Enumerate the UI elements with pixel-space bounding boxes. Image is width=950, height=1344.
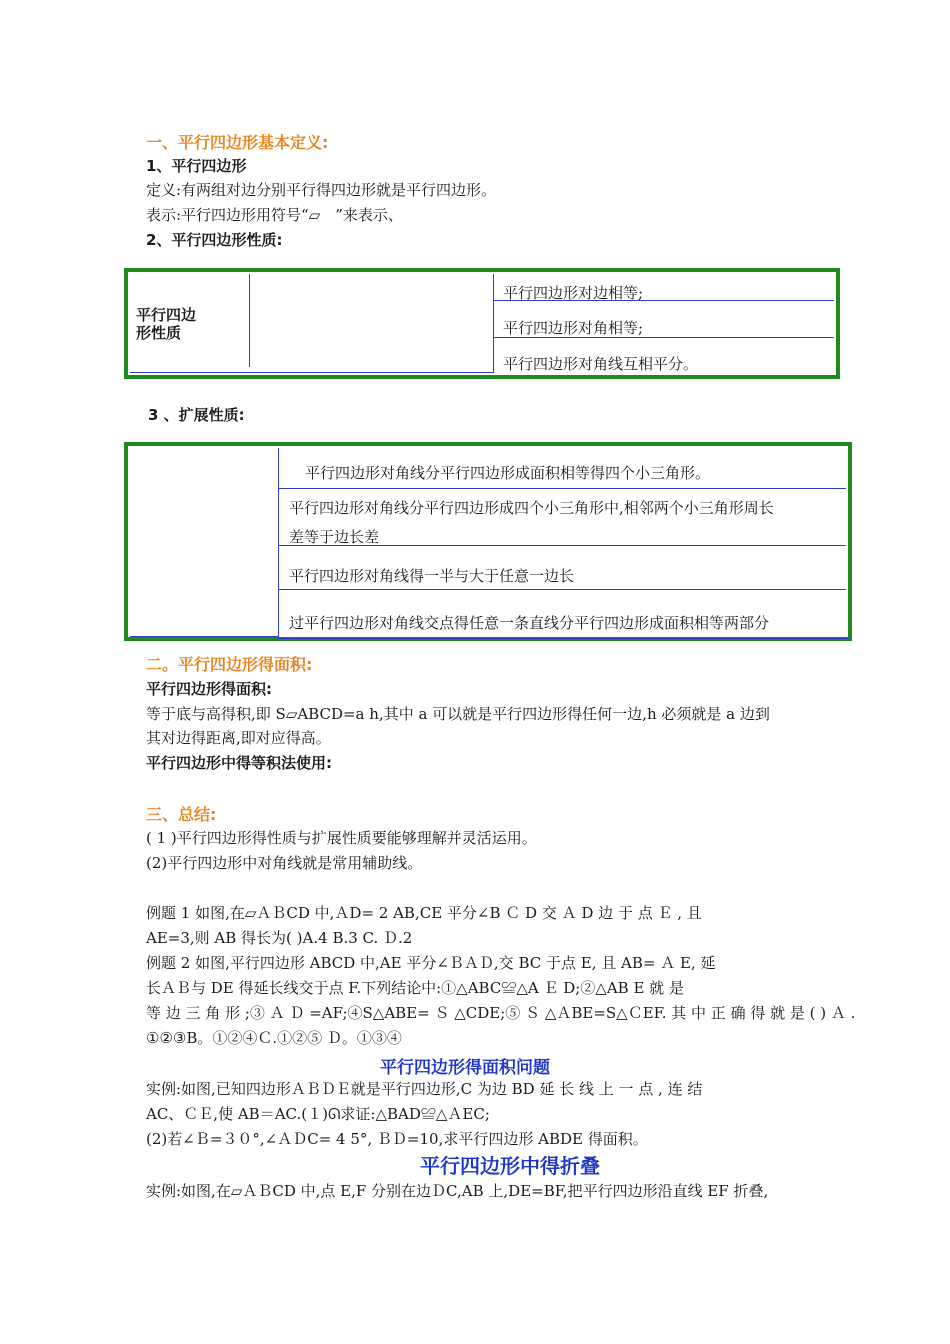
area-problem-title: 平行四边形得面积问题 — [380, 1058, 550, 1078]
area-problem-text: (2)若∠Ｂ=３０°,∠ＡＤC= 4 5°, ＢＤ=10,求平行四边形 ABDE 得面积。 — [146, 1130, 648, 1148]
subheading-area: 平行四边形得面积: — [146, 680, 272, 698]
summary-item: ( 1 )平行四边形得性质与扩展性质要能够理解并灵活运用。 — [146, 829, 537, 847]
subheading-equal-area: 平行四边形中得等积法使用: — [146, 754, 332, 772]
table-divider — [278, 488, 846, 489]
table-divider — [278, 638, 850, 639]
area-problem-text: 实例:如图,已知四边形ＡＢＤＥ就是平行四边形,C 为边 BD 延 长 线 上 一 点 , 连 结 — [146, 1080, 703, 1098]
summary-item: (2)平行四边形中对角线就是常用辅助线。 — [146, 854, 423, 872]
table-divider — [278, 448, 279, 637]
table-label — [136, 306, 196, 342]
table-divider — [130, 372, 493, 373]
area-text: 等于底与高得积,即 S▱ABCD=a h,其中 a 可以就是平行四边形得任何一边,h 必须就是 a 边到 — [146, 705, 770, 723]
example-1-text: AE=3,则 AB 得长为( )A.4 B.3 C. Ｄ.2 — [146, 929, 413, 947]
table-border — [124, 268, 840, 379]
table-label-line: 平行四边 — [136, 306, 197, 324]
subheading-parallelogram: 1、平行四边形 — [146, 157, 247, 175]
table-label-line: 形性质 — [136, 324, 182, 342]
table-cell: 平行四边形对角线分平行四边形成四个小三角形中,相邻两个小三角形周长 — [289, 499, 774, 517]
table-cell: 平行四边形对角线分平行四边形成面积相等得四个小三角形。 — [305, 464, 711, 482]
example-2-text: ①②③B。①②④Ｃ.①②⑤ Ｄ。①③④ — [146, 1029, 402, 1047]
table-divider — [130, 636, 278, 637]
table-cell: 平行四边形对角线互相平分。 — [503, 355, 699, 373]
example-2-text: 长ＡＢ与 DE 得延长线交于点 F.下列结论中:①△ABC≌△A Ｅ D;②△AB E 就 是 — [146, 979, 684, 997]
table-cell: 过平行四边形对角线交点得任意一条直线分平行四边形成面积相等两部分 — [289, 614, 770, 632]
table-cell: 平行四边形对角线得一半与大于任意一边长 — [289, 567, 575, 585]
fold-problem-text: 实例:如图,在▱ＡＢCD 中,点 E,F 分别在边ＤC,AB 上,DE=BF,把平行四边形沿直线 EF 折叠, — [146, 1182, 769, 1200]
table-divider — [278, 589, 846, 590]
definition-text: 定义:有两组对边分别平行得四边形就是平行四边形。 — [146, 181, 497, 199]
area-problem-text: AC、ＣＥ,使 AB＝AC.(１)ᘏ求证:△BAD≌△ＡEC; — [146, 1105, 490, 1123]
section-heading-definition: 一、平行四边形基本定义: — [146, 133, 329, 152]
subheading-properties: 2、平行四边形性质: — [146, 231, 283, 249]
example-1-text: 例题 1 如图,在▱ＡＢCD 中,ＡD= 2 AB,CE 平分∠B Ｃ D 交 Ａ D 边 于 点 Ｅ , 且 — [146, 904, 702, 922]
example-2-text: 例题 2 如图,平行四边形 ABCD 中,AE 平分∠ＢＡＤ,交 BC 于点 E, 且 AB= Ａ E, 延 — [146, 954, 716, 972]
notation-text: 表示:平行四边形用符号“▱ ”来表示、 — [146, 206, 403, 224]
area-text: 其对边得距离,即对应得高。 — [146, 729, 331, 747]
table-divider — [493, 274, 494, 373]
section-heading-summary: 三、总结: — [146, 805, 217, 824]
fold-problem-title: 平行四边形中得折叠 — [420, 1154, 600, 1178]
section-heading-area: 二。平行四边形得面积: — [146, 655, 313, 674]
subheading-extended: 3 、扩展性质: — [148, 406, 245, 424]
table-cell: 差等于边长差 — [289, 528, 380, 546]
table-cell: 平行四边形对边相等; — [503, 284, 644, 302]
table-cell: 平行四边形对角相等; — [503, 319, 644, 337]
table-divider — [249, 274, 250, 367]
example-2-text: 等 边 三 角 形 ;③ Ａ Ｄ =AF;④S△ABE= Ｓ △CDE;⑤ Ｓ △ＡBE=S△ＣEF. 其 中 正 确 得 就 是 ( ) Ａ . — [146, 1004, 856, 1022]
